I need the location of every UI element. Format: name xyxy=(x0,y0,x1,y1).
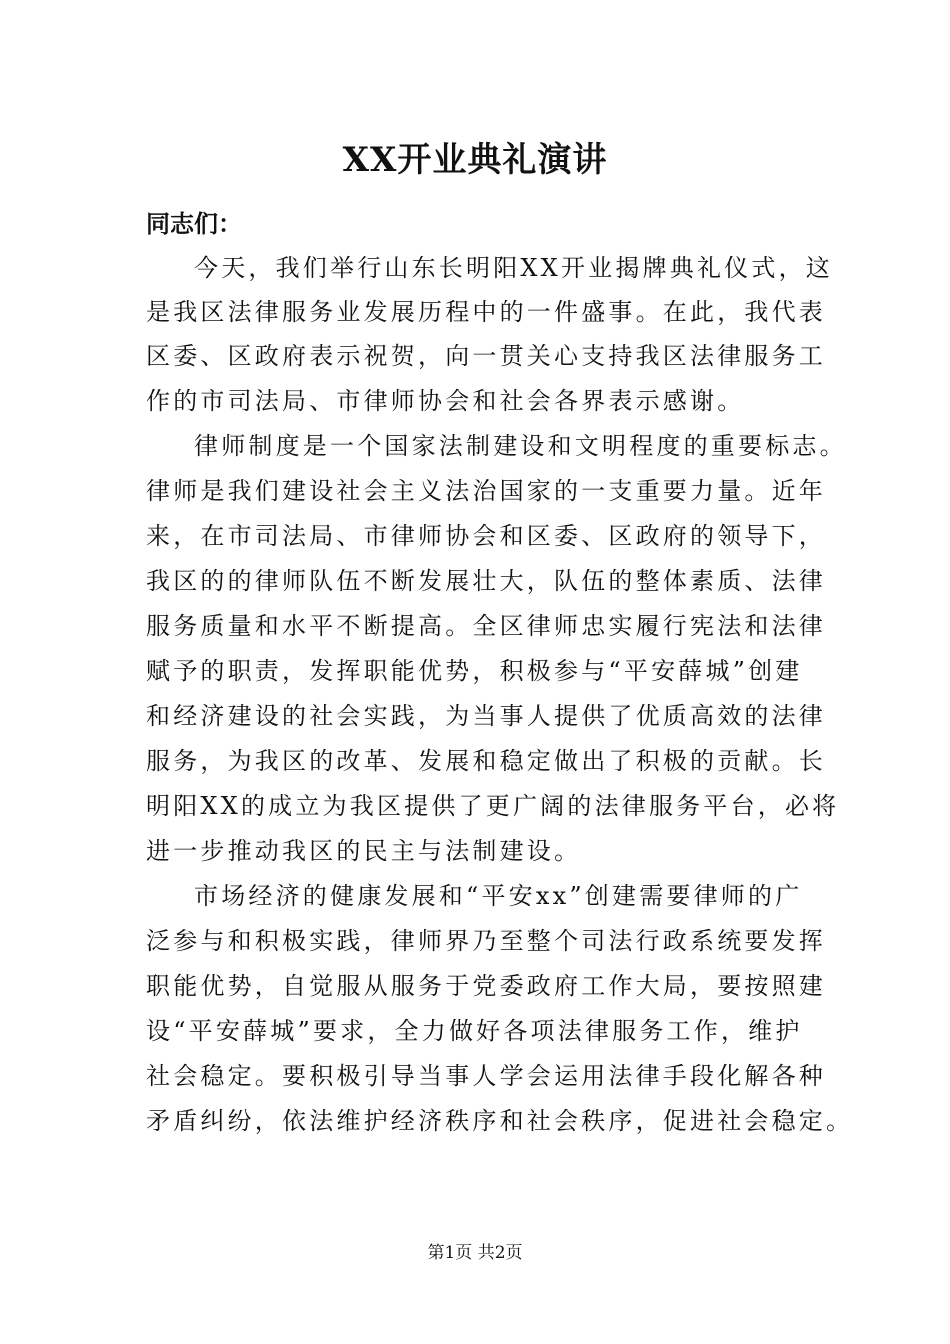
body-line: 职能优势，自觉服从服务于党委政府工作大局，要按照建 xyxy=(146,972,826,1000)
body-line: 我区的的律师队伍不断发展壮大，队伍的整体素质、法律 xyxy=(146,567,826,595)
body-line: 泛参与和积极实践，律师界乃至整个司法行政系统要发挥 xyxy=(146,927,826,955)
body-line: 设“平安薛城”要求，全力做好各项法律服务工作，维护 xyxy=(146,1017,803,1045)
body-line: 社会稳定。要积极引导当事人学会运用法律手段化解各种 xyxy=(146,1062,826,1090)
body-line: 服务，为我区的改革、发展和稳定做出了积极的贡献。长 xyxy=(146,747,826,775)
body-line: 是我区法律服务业发展历程中的一件盛事。在此，我代表 xyxy=(146,298,826,326)
body-line: 明阳XX的成立为我区提供了更广阔的法律服务平台，必将 xyxy=(146,792,840,820)
body-line: 作的市司法局、市律师协会和社会各界表示感谢。 xyxy=(146,387,745,415)
page-indicator: 第1页 共2页 xyxy=(427,1243,523,1263)
body-line: 律师制度是一个国家法制建设和文明程度的重要标志。 xyxy=(194,432,847,460)
body-line: 和经济建设的社会实践，为当事人提供了优质高效的法律 xyxy=(146,702,826,730)
body-line: 进一步推动我区的民主与法制建设。 xyxy=(146,837,582,865)
body-line: 矛盾纠纷，依法维护经济秩序和社会秩序，促进社会稳定。 xyxy=(146,1107,854,1135)
body-line: 区委、区政府表示祝贺，向一贯关心支持我区法律服务工 xyxy=(146,342,826,370)
body-line: 服务质量和水平不断提高。全区律师忠实履行宪法和法律 xyxy=(146,612,826,640)
body-line: 赋予的职责，发挥职能优势，积极参与“平安薛城”创建 xyxy=(146,657,803,685)
body-line: 市场经济的健康发展和“平安xx”创建需要律师的广 xyxy=(194,882,803,910)
body-line: 律师是我们建设社会主义法治国家的一支重要力量。近年 xyxy=(146,477,826,505)
body-line: 今天，我们举行山东长明阳XX开业揭牌典礼仪式，这 xyxy=(194,254,833,282)
body-line: 来，在市司法局、市律师协会和区委、区政府的领导下， xyxy=(146,522,826,550)
document-title: XX开业典礼演讲 xyxy=(342,140,608,180)
salutation: 同志们： xyxy=(146,209,242,238)
